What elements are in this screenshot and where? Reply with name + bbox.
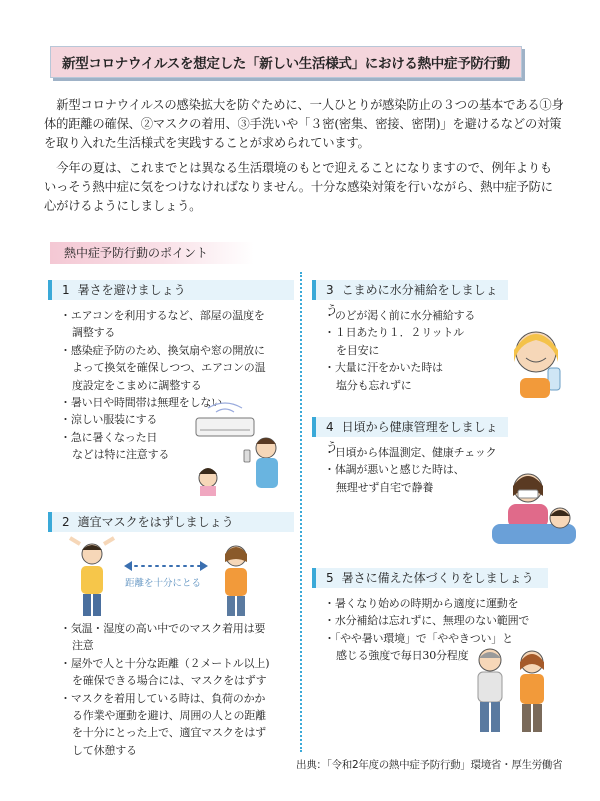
sick-child-illustration xyxy=(488,466,580,548)
section-4-number: 4 xyxy=(326,420,334,434)
air-conditioner-illustration xyxy=(188,396,298,496)
section-3-line: を目安に xyxy=(336,343,380,357)
section-2-header xyxy=(48,512,294,532)
section-2-line: ・ マスクを着用している時は、負荷のかか xyxy=(60,690,300,707)
source-citation: 出典：「令和2年度の熱中症予防行動」環境省・厚生労働省 xyxy=(296,759,563,771)
section-1-line: ・ 涼しい服装にする xyxy=(60,411,300,428)
section-5-line: ・ 水分補給は忘れずに、無理のない範囲で xyxy=(324,612,574,629)
section-4-line: ・ 体調が悪いと感じた時は、 xyxy=(324,461,514,478)
intro-paragraph-1: 新型コロナウイルスの感染拡大を防ぐために、一人ひとりが感染防止の３つの基本である①身体的距離の確保、②マスクの着用、③手洗いや「３密(密集、密接、密閉)」を避けるなどの対策を取り入れた生活様式を実践することが求められています。 xyxy=(44,98,564,150)
section-5-header xyxy=(312,568,548,588)
column-divider xyxy=(300,272,302,752)
points-heading: 熱中症予防行動のポイント xyxy=(50,242,254,264)
section-5-title: 暑さに備えた体づくりをしましょう xyxy=(341,571,534,585)
section-1-line: ・ 急に暑くなった日 xyxy=(60,429,300,446)
distance-label: 距離を十分にとる xyxy=(125,578,202,589)
section-3-line: 塩分も忘れずに xyxy=(336,378,412,392)
section-3-line: ・ のどが渇く前に水分補給する xyxy=(324,307,514,324)
section-1-line: 度設定をこまめに調整する xyxy=(72,378,202,392)
section-1-line: ・ 暑い日や時間帯は無理をしない xyxy=(60,394,300,411)
section-3-line: ・ 大量に汗をかいた時は xyxy=(324,359,514,376)
section-2-line: を確保できる場合には、マスクをはずす xyxy=(72,674,267,688)
section-1-title: 暑さを避けましょう xyxy=(77,283,186,297)
section-3-title: こまめに水分補給をしましょう xyxy=(326,283,498,317)
people-distance-illustration xyxy=(64,538,284,618)
section-3-line: ・ １日あたり１．２リットル xyxy=(324,324,514,341)
section-1-number: 1 xyxy=(62,283,70,297)
section-2-line: 注意 xyxy=(72,639,94,653)
section-2-line: を十分にとった上で、適宜マスクをはず xyxy=(72,726,266,740)
section-2-line: ・ 気温・湿度の高い中でのマスク着用は要 xyxy=(60,620,300,637)
section-5-number: 5 xyxy=(326,571,334,585)
section-4-list xyxy=(324,444,514,496)
section-4-line: ・ 日頃から体温測定、健康チェック xyxy=(324,444,514,461)
section-2-title: 適宜マスクをはずしましょう xyxy=(77,515,234,529)
intro-text xyxy=(44,96,564,222)
section-2-list xyxy=(60,620,300,759)
section-1-line: ・ 感染症予防のため、換気扇や窓の開放に xyxy=(60,342,300,359)
section-1-line: よって換気を確保しつつ、エアコンの温 xyxy=(72,361,266,375)
exercise-couple-illustration xyxy=(456,644,566,736)
intro-paragraph-2: 今年の夏は、これまでとは異なる生活環境のもとで迎えることになりますので、例年よりもいっそう熱中症に気をつけなければなりません。十分な感染対策を行いながら、熱中症予防に心がけるようにしましょう。 xyxy=(44,161,553,213)
section-4-title: 日頃から健康管理をしましょう xyxy=(326,420,498,454)
section-1-line: ・ エアコンを利用するなど、部屋の温度を xyxy=(60,307,300,324)
section-3-number: 3 xyxy=(326,283,334,297)
page-title: 新型コロナウイルスを想定した「新しい生活様式」における熱中症予防行動 xyxy=(62,56,510,72)
section-4-line: 無理せず自宅で静養 xyxy=(336,480,434,494)
section-5-line: ・ 暑くなり始めの時期から適度に運動を xyxy=(324,595,574,612)
section-2-line: る作業や運動を避け、周囲の人との距離 xyxy=(72,709,266,723)
woman-drinking-illustration xyxy=(496,318,576,398)
section-3-list xyxy=(324,307,514,394)
section-2-line: して休憩する xyxy=(72,743,137,757)
section-2-number: 2 xyxy=(62,515,70,529)
section-2-line: ・ 屋外で人と十分な距離（２メートル以上) xyxy=(60,655,300,672)
section-1-header xyxy=(48,280,294,300)
section-1-line: 調整する xyxy=(72,326,116,340)
section-5-line: 感じる強度で毎日30分程度 xyxy=(336,649,469,663)
page-title-box xyxy=(50,46,522,78)
section-1-line: などは特に注意する xyxy=(72,448,170,462)
section-5-line: ・ 「やや暑い環境」で「ややきつい」と xyxy=(324,630,574,647)
